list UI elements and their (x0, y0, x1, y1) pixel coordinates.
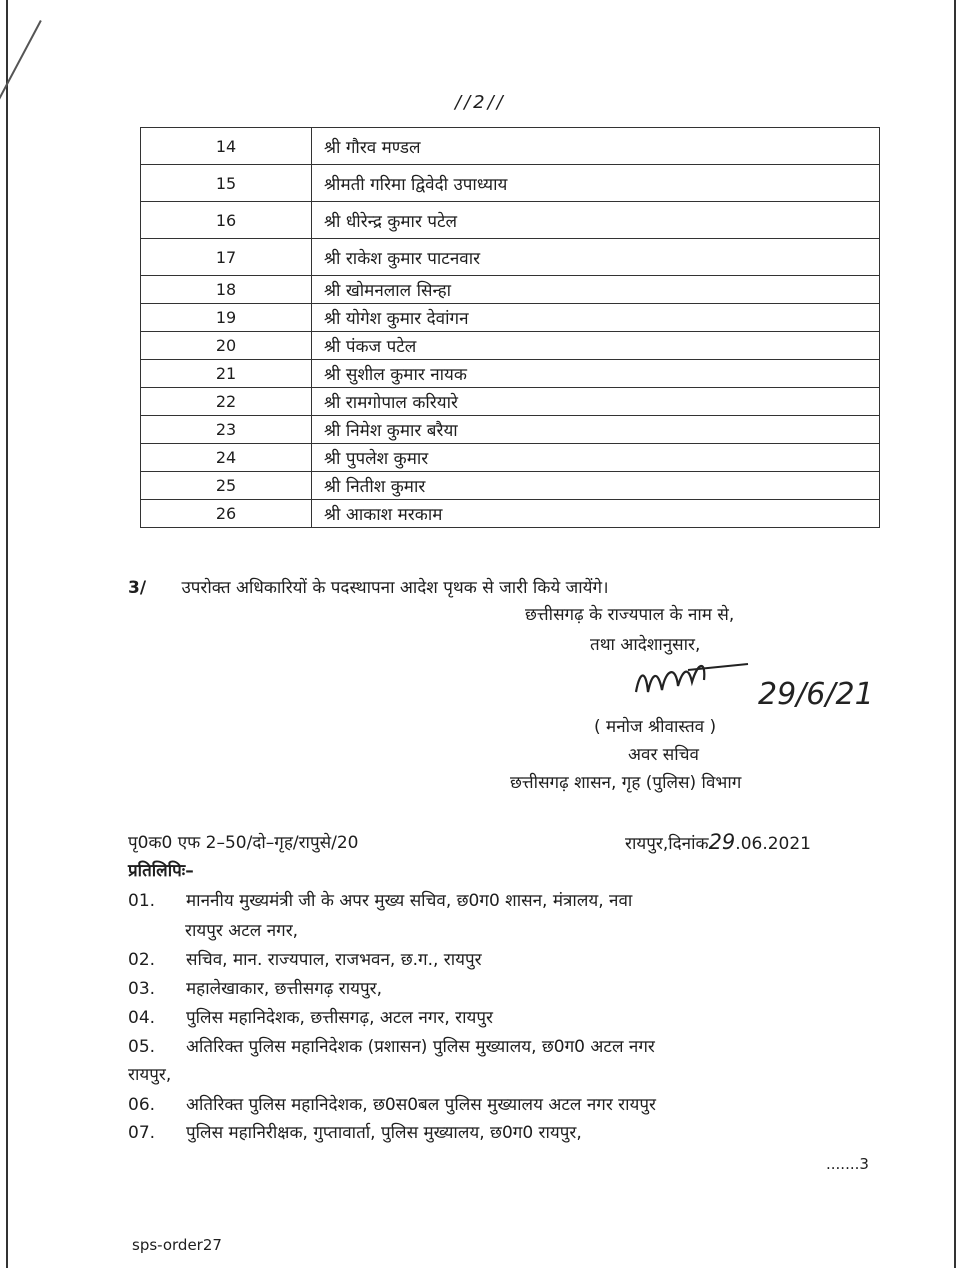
copy-item (128, 1120, 582, 1143)
signoff-line-1: छत्तीसगढ़ के राज्यपाल के नाम से, (525, 605, 735, 625)
table-row (141, 444, 880, 472)
row-number: 15 (141, 165, 312, 202)
officer-name: श्री गौरव मण्डल (312, 128, 880, 165)
table-row (141, 472, 880, 500)
officer-table (140, 127, 880, 528)
handwritten-date: 29/6/21 (758, 677, 874, 712)
copy-heading: प्रतिलिपिः– (128, 861, 194, 881)
copy-number: 05. (128, 1037, 156, 1057)
table-row (141, 239, 880, 276)
date-suffix: .06.2021 (735, 834, 811, 854)
officer-name: श्री राकेश कुमार पाटनवार (312, 239, 880, 276)
officer-name: श्री योगेश कुमार देवांगन (312, 304, 880, 332)
row-number: 21 (141, 360, 312, 388)
row-number: 20 (141, 332, 312, 360)
officer-name: श्री पुपलेश कुमार (312, 444, 880, 472)
table-row (141, 332, 880, 360)
officer-name: श्री निमेश कुमार बरैया (312, 416, 880, 444)
copy-number: 03. (128, 979, 156, 999)
table-row (141, 388, 880, 416)
row-number: 25 (141, 472, 312, 500)
signatory-name: ( मनोज श्रीवास्तव ) (594, 717, 717, 737)
row-number: 26 (141, 500, 312, 528)
signoff-line-2: तथा आदेशानुसार, (590, 635, 701, 655)
place-date-prefix: रायपुर,दिनांक (625, 834, 709, 854)
officer-name: श्री सुशील कुमार नायक (312, 360, 880, 388)
footer-code: sps-order27 (132, 1236, 222, 1254)
copy-number: 02. (128, 950, 156, 970)
row-number: 14 (141, 128, 312, 165)
table-row (141, 360, 880, 388)
copy-number: 01. (128, 891, 156, 911)
officer-name: श्रीमती गरिमा द्विवेदी उपाध्याय (312, 165, 880, 202)
copy-text-continued: रायपुर अटल नगर, (185, 921, 299, 941)
copy-item (128, 1005, 493, 1028)
row-number: 24 (141, 444, 312, 472)
copy-number: 06. (128, 1095, 156, 1115)
paragraph-number: 3/ (128, 578, 147, 598)
copy-text: पुलिस महानिरीक्षक, गुप्तावार्ता, पुलिस मुख्यालय, छ0ग0 रायपुर, (186, 1123, 582, 1143)
table-row (141, 202, 880, 239)
paragraph-3 (128, 575, 609, 598)
table-row (141, 165, 880, 202)
row-number: 17 (141, 239, 312, 276)
row-number: 19 (141, 304, 312, 332)
copy-text: अतिरिक्त पुलिस महानिदेशक (प्रशासन) पुलिस मुख्यालय, छ0ग0 अटल नगर (186, 1037, 655, 1057)
table-row (141, 276, 880, 304)
signature (628, 652, 878, 712)
copy-number: 07. (128, 1123, 156, 1143)
row-number: 23 (141, 416, 312, 444)
copy-item (128, 947, 482, 970)
officer-name: श्री नितीश कुमार (312, 472, 880, 500)
page-marker: //2// (455, 92, 506, 113)
copy-text: महालेखाकार, छत्तीसगढ़ रायपुर, (186, 979, 382, 999)
copy-item (128, 1034, 655, 1057)
copy-text: अतिरिक्त पुलिस महानिदेशक, छ0स0बल पुलिस मुख्यालय अटल नगर रायपुर (186, 1095, 657, 1115)
copy-item (128, 976, 382, 999)
copy-item (128, 888, 632, 911)
signatory-department: छत्तीसगढ़ शासन, गृह (पुलिस) विभाग (510, 773, 742, 793)
copy-text: पुलिस महानिदेशक, छत्तीसगढ़, अटल नगर, रायपुर (186, 1008, 493, 1028)
officer-name: श्री पंकज पटेल (312, 332, 880, 360)
officer-name: श्री खोमनलाल सिन्हा (312, 276, 880, 304)
table-row (141, 128, 880, 165)
copy-text: सचिव, मान. राज्यपाल, राजभवन, छ.ग., रायपुर (186, 950, 482, 970)
paragraph-text: उपरोक्त अधिकारियों के पदस्थापना आदेश पृथक से जारी किये जायेंगे। (181, 578, 609, 598)
reference-number: पृ0क0 एफ 2–50/दो–गृह/रापुसे/20 (128, 833, 359, 853)
copy-item (128, 1092, 656, 1115)
table-row (141, 416, 880, 444)
table-row (141, 304, 880, 332)
row-number: 18 (141, 276, 312, 304)
copy-text-continued: रायपुर, (128, 1065, 172, 1085)
place-date (625, 830, 811, 854)
table-row (141, 500, 880, 528)
row-number: 22 (141, 388, 312, 416)
continued-marker: .......3 (826, 1155, 869, 1173)
officer-name: श्री आकाश मरकाम (312, 500, 880, 528)
row-number: 16 (141, 202, 312, 239)
officer-name: श्री रामगोपाल करियारे (312, 388, 880, 416)
copy-text: माननीय मुख्यमंत्री जी के अपर मुख्य सचिव, छ0ग0 शासन, मंत्रालय, नवा (186, 891, 633, 911)
copy-number: 04. (128, 1008, 156, 1028)
signatory-designation: अवर सचिव (628, 745, 699, 765)
officer-name: श्री धीरेन्द्र कुमार पटेल (312, 202, 880, 239)
date-handwritten: 29 (708, 830, 736, 854)
